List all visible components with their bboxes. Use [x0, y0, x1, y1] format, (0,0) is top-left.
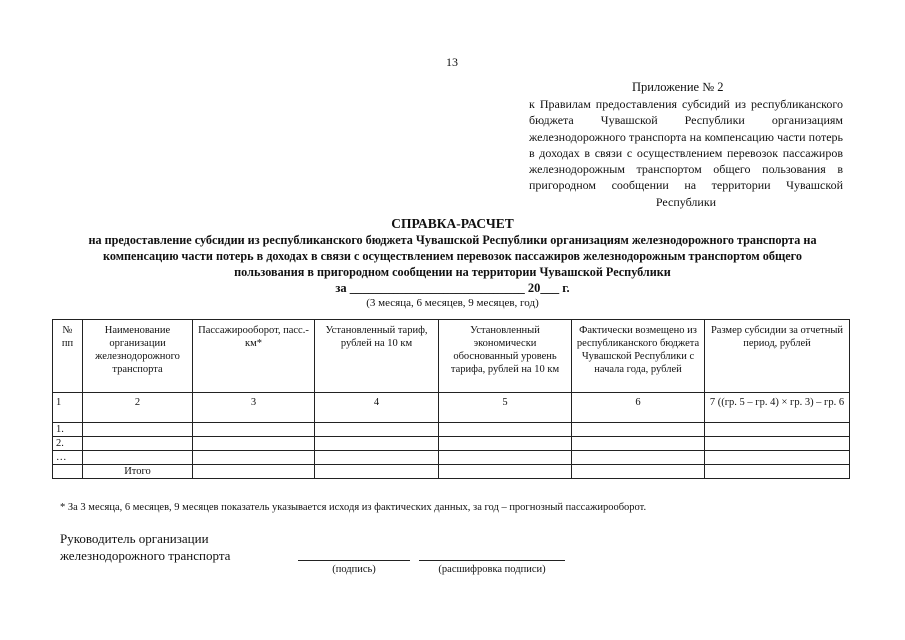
table-cell [705, 465, 850, 479]
header-cell: Фактически возмещено из республиканского бюджета Чувашской Республики с начала года, рублей [572, 320, 705, 393]
table-cell [705, 423, 850, 437]
table-cell [83, 451, 193, 465]
signature-caption: (подпись) [332, 564, 376, 575]
column-number-cell: 6 [572, 393, 705, 423]
footnote: * За 3 месяца, 6 месяцев, 9 месяцев показатель указывается исходя из фактических данных, за год – прогнозный пассажирооборот. [60, 502, 647, 513]
table-cell [53, 465, 83, 479]
table-cell [193, 451, 315, 465]
appendix-text: к Правилам предоставления субсидий из республиканского бюджета Чувашской Республики организациям железнодорожного транспорта на компенсацию части потерь в доходах в связи с осуществлением перевозок пассажиров железнодорожным транспортом общего пользования в пригородном сообщении на территории Чувашской Республики [529, 97, 843, 209]
calculation-table [52, 319, 850, 479]
header-cell: № пп [53, 320, 83, 393]
table-cell: 2. [53, 437, 83, 451]
column-number-cell: 3 [193, 393, 315, 423]
table-cell: … [53, 451, 83, 465]
signature-label [60, 530, 230, 564]
period-line: за ____________________________ 20___ г. [335, 281, 570, 295]
table-cell: 1. [53, 423, 83, 437]
table-cell [572, 437, 705, 451]
table-cell [439, 437, 572, 451]
table-cell [83, 437, 193, 451]
signature-line [298, 560, 410, 561]
document-subtitle: на предоставление субсидии из республиканского бюджета Чувашской Республики организациям железнодорожного транспорта на компенсацию части потерь в доходах в связи с осуществлением перевозок пассажиров железнодорожным транспортом общего пользования в пригородном сообщении на территории Чувашской Республики [88, 233, 817, 279]
column-number-cell: 7 ((гр. 5 – гр. 4) × гр. 3) – гр. 6 [705, 393, 850, 423]
header-cell: Размер субсидии за отчетный период, рублей [705, 320, 850, 393]
signature-decoding-caption: (расшифровка подписи) [438, 564, 546, 575]
table-row [53, 451, 850, 465]
table-cell [315, 437, 439, 451]
signature-decoding-line [419, 560, 565, 561]
table-cell [705, 437, 850, 451]
column-number-cell: 4 [315, 393, 439, 423]
header-cell: Наименование организации железнодорожного транспорта [83, 320, 193, 393]
signature-label-line: Руководитель организации [60, 531, 209, 546]
column-number-cell: 5 [439, 393, 572, 423]
signature-label-line: железнодорожного транспорта [60, 548, 231, 563]
table-cell [193, 437, 315, 451]
column-numbers-row [53, 393, 850, 423]
table-row [53, 423, 850, 437]
table-row [53, 437, 850, 451]
header-cell: Установленный экономически обоснованный уровень тарифа, рублей на 10 км [439, 320, 572, 393]
period-hint: (3 месяца, 6 месяцев, 9 месяцев, год) [366, 297, 539, 309]
table-cell [193, 465, 315, 479]
table-cell [315, 465, 439, 479]
table-cell [572, 465, 705, 479]
table-cell [572, 423, 705, 437]
table-cell [193, 423, 315, 437]
column-number-cell: 2 [83, 393, 193, 423]
table-cell [572, 451, 705, 465]
header-cell: Пассажирооборот, пасс.-км* [193, 320, 315, 393]
table-cell [83, 423, 193, 437]
table-cell [439, 423, 572, 437]
table-cell [705, 451, 850, 465]
table-header-row [53, 320, 850, 393]
column-number-cell: 1 [53, 393, 83, 423]
table-cell [439, 465, 572, 479]
page-number: 13 [446, 55, 458, 69]
appendix-title: Приложение № 2 [632, 80, 724, 94]
total-row [53, 465, 850, 479]
table-cell [439, 451, 572, 465]
table-cell [315, 423, 439, 437]
table-cell [315, 451, 439, 465]
header-cell: Установленный тариф, рублей на 10 км [315, 320, 439, 393]
document-title: СПРАВКА-РАСЧЕТ [391, 216, 514, 231]
total-label: Итого [83, 465, 193, 479]
